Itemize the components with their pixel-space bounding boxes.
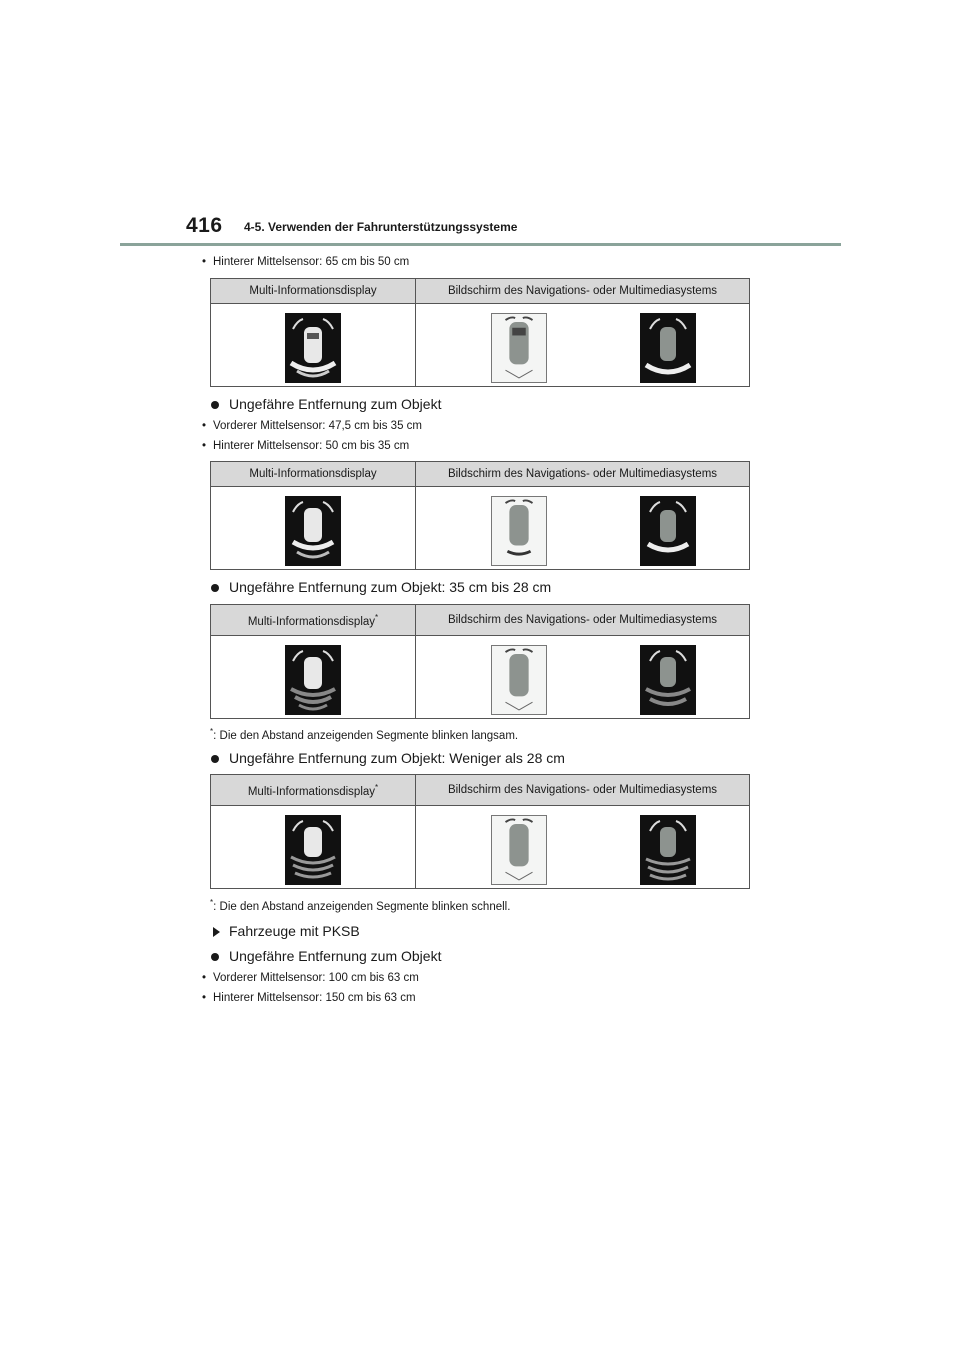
bullet-rear-sensor-2: • Hinterer Mittelsensor: 50 cm bis 35 cm [213,440,409,452]
mid-screen-image [285,645,341,715]
bullet-dot-icon [211,584,219,592]
nav-screen-image-right [640,815,696,885]
section-title: 4-5. Verwenden der Fahrunterstützungssysteme [244,220,518,234]
footnote-fast-blink: *: Die den Abstand anzeigenden Segmente blinken schnell. [210,898,511,913]
bullet-front-sensor-3: • Vorderer Mittelsensor: 100 cm bis 63 cm [213,972,419,984]
nav-screen-image-right [640,496,696,566]
nav-image-cell [416,487,750,570]
bullet-dot-icon [211,953,219,961]
asterisk: * [375,612,379,622]
table-header-mid: Multi-Informationsdisplay* [211,605,416,636]
bullet-dot-icon [211,755,219,763]
nav-screen-image-left [491,496,547,566]
table-header-nav: Bildschirm des Navigations- oder Multimediasystems [416,775,750,806]
nav-image-cell [416,636,750,719]
nav-screen-image-right [640,313,696,383]
display-table-4 [210,774,750,889]
mid-image-cell [211,304,416,387]
header-rule [120,243,841,246]
table-header-mid: Multi-Informationsdisplay* [211,775,416,806]
nav-screen-image-left [491,645,547,715]
display-table-3 [210,604,750,719]
bullet-rear-sensor-3: • Hinterer Mittelsensor: 150 cm bis 63 cm [213,992,416,1004]
table-header-nav: Bildschirm des Navigations- oder Multimediasystems [416,279,750,304]
nav-screen-image-left [491,313,547,383]
triangle-marker-icon [213,927,220,937]
mid-screen-image [285,313,341,383]
page-number: 416 [186,214,223,237]
nav-screen-image-left [491,815,547,885]
mid-image-cell [211,806,416,889]
footnote-slow-blink: *: Die den Abstand anzeigenden Segmente blinken langsam. [210,727,519,742]
table-header-mid: Multi-Informationsdisplay [211,462,416,487]
mid-image-cell [211,487,416,570]
bullet-front-sensor-2: • Vorderer Mittelsensor: 47,5 cm bis 35 cm [213,420,422,432]
nav-image-cell [416,806,750,889]
mid-image-cell [211,636,416,719]
table-header-nav: Bildschirm des Navigations- oder Multimediasystems [416,462,750,487]
display-table-1 [210,278,750,387]
bullet-rear-sensor-1: • Hinterer Mittelsensor: 65 cm bis 50 cm [213,256,409,268]
nav-image-cell [416,304,750,387]
mid-screen-image [285,815,341,885]
mid-screen-image [285,496,341,566]
table-header-mid: Multi-Informationsdisplay [211,279,416,304]
display-table-2 [210,461,750,570]
bullet-dot-icon [211,401,219,409]
table-header-nav: Bildschirm des Navigations- oder Multimediasystems [416,605,750,636]
nav-screen-image-right [640,645,696,715]
asterisk: * [375,782,379,792]
